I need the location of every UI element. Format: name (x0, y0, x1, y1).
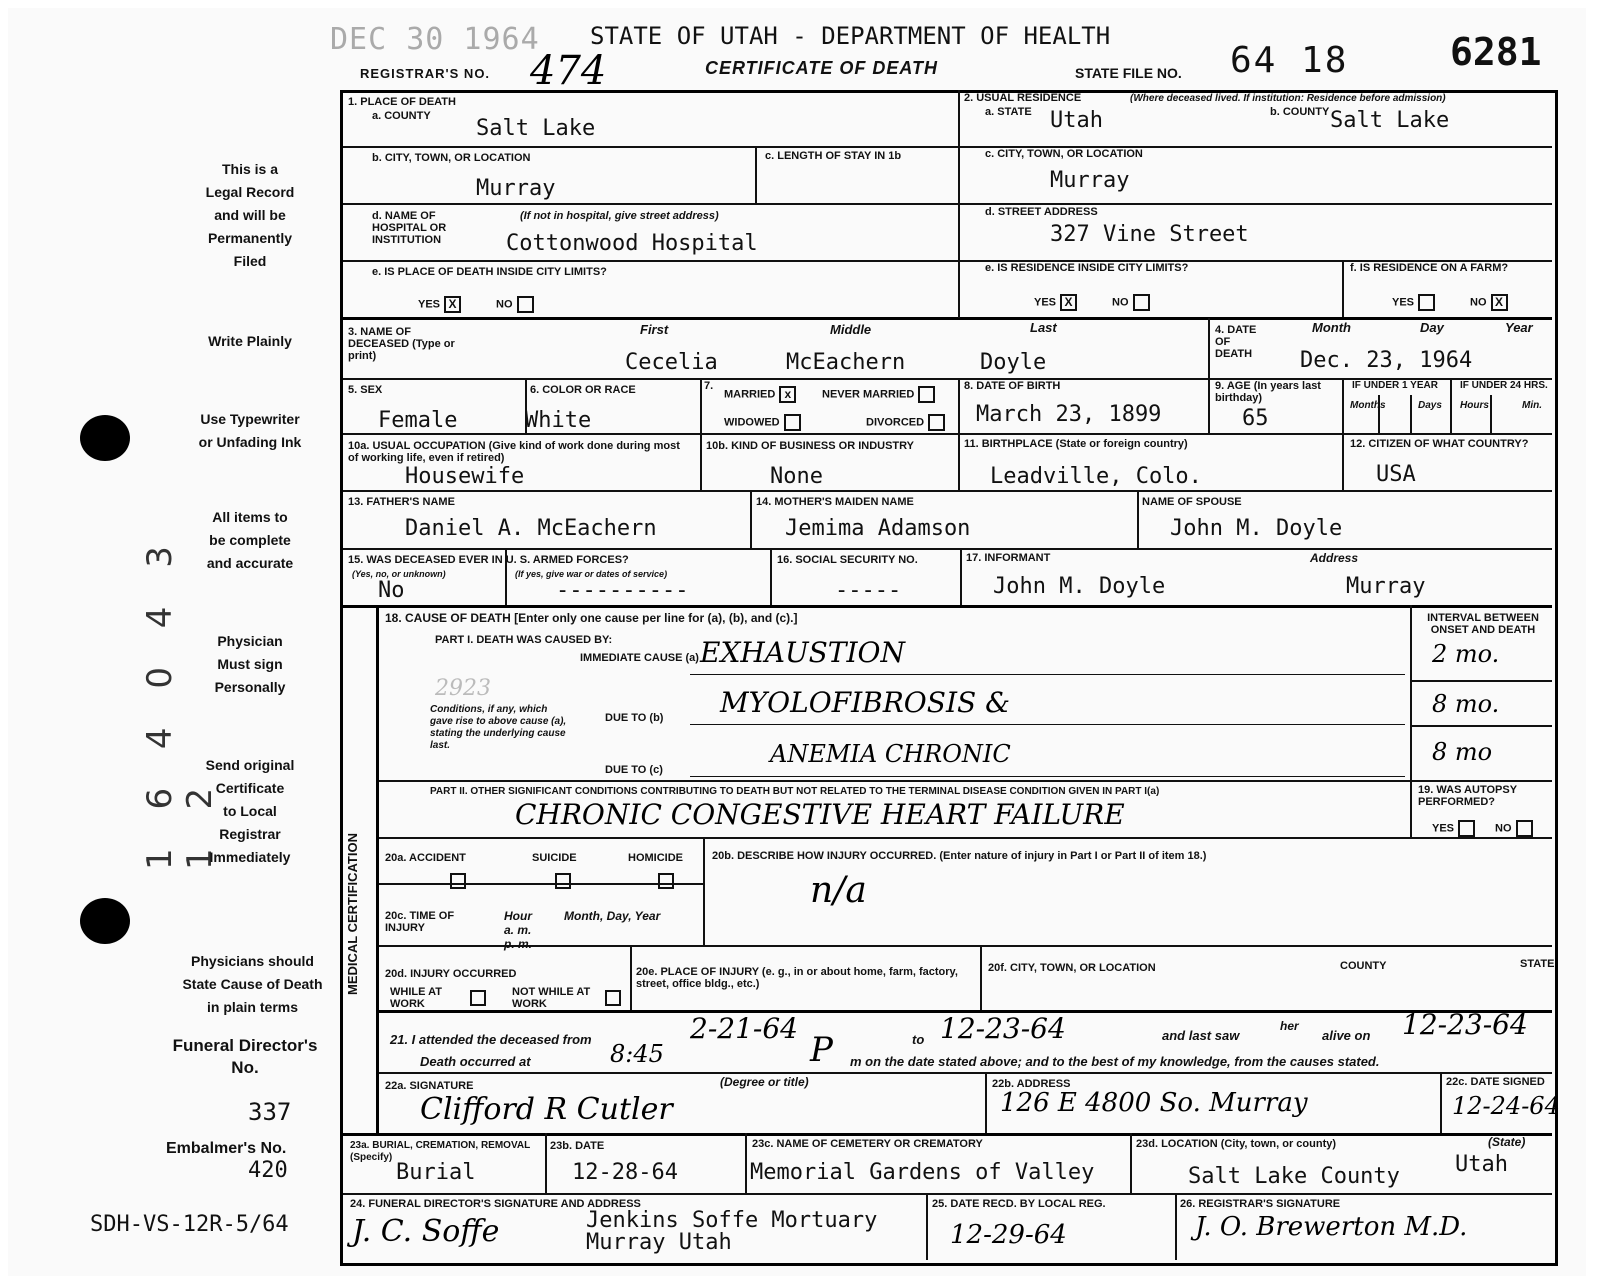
form-code: SDH-VS-12R-5/64 (90, 1212, 289, 1237)
autopsy-yes[interactable]: YES (1432, 820, 1475, 837)
last-name-value: Doyle (980, 350, 1047, 375)
am-pm-value: P (810, 1030, 833, 1070)
part2-value: CHRONIC CONGESTIVE HEART FAILURE (515, 798, 1125, 831)
death-time-value: 8:45 (610, 1040, 664, 1068)
married-option[interactable]: MARRIED x (724, 386, 796, 403)
registrar-number: 474 (530, 48, 607, 94)
cause-b-value: MYOLOFIBROSIS & (720, 686, 1011, 719)
res-inside-label: e. IS RESIDENCE INSIDE CITY LIMITS? (985, 262, 1189, 274)
spouse-value: John M. Doyle (1170, 516, 1343, 541)
month-label: Month (1312, 320, 1351, 335)
physicians-should-note: Physicians should State Cause of Death in plain terms (182, 953, 323, 1015)
ssn-label: 16. SOCIAL SECURITY NO. (777, 554, 918, 566)
city-label: b. CITY, TOWN, OR LOCATION (372, 152, 531, 164)
father-label: 13. FATHER'S NAME (348, 496, 455, 508)
state-file-label: STATE FILE NO. (1075, 65, 1182, 81)
res-city-value: Murray (1050, 168, 1130, 193)
pm-label: p. m. (504, 937, 533, 951)
interval-c-value: 8 mo (1432, 738, 1493, 766)
cause-code: 2923 (435, 676, 491, 701)
hour-label: Hour (504, 909, 532, 923)
signature-label: 22a. SIGNATURE (385, 1080, 474, 1092)
informant-label: 17. INFORMANT (966, 552, 1051, 564)
alive-on-label: alive on (1322, 1028, 1371, 1043)
date-of-death-label: 4. DATE OF DEATH (1215, 324, 1257, 360)
interval-a-value: 2 mo. (1432, 640, 1500, 668)
last-saw-label: and last saw (1162, 1028, 1240, 1043)
not-while-at-work-checkbox[interactable] (605, 990, 621, 1006)
injury-value: n/a (810, 870, 867, 911)
alive-on-value: 12-23-64 (1402, 1008, 1528, 1041)
armed-note-1: (Yes, no, or unknown) (352, 569, 446, 579)
day-label: Day (1420, 320, 1444, 335)
on-date-label: m on the date stated above; and to the best of my knowledge, from the causes stated. (850, 1054, 1380, 1069)
armed-value: No (378, 578, 405, 603)
location-label: 23d. LOCATION (City, town, or county) (1136, 1138, 1337, 1150)
months-label: Months (1350, 400, 1386, 411)
funeral-signature: J. C. Soffe (352, 1214, 500, 1249)
widowed-option[interactable]: WIDOWED (724, 414, 801, 431)
dob-label: 8. DATE OF BIRTH (964, 380, 1061, 392)
usual-residence-label: 2. USUAL RESIDENCE (964, 92, 1082, 104)
sig-address-label: 22b. ADDRESS (992, 1078, 1071, 1090)
not-while-at-work-label: NOT WHILE AT WORK (512, 986, 591, 1010)
cause-a-value: EXHAUSTION (700, 636, 905, 669)
hospital-label: d. NAME OF HOSPITAL OR INSTITUTION (372, 210, 447, 246)
father-value: Daniel A. McEachern (405, 516, 657, 541)
embalmer-number: 420 (248, 1158, 288, 1183)
place-of-death-label: 1. PLACE OF DEATH (348, 96, 456, 108)
certificate-title: CERTIFICATE OF DEATH (705, 58, 938, 78)
file-number: 6281 (1450, 30, 1542, 74)
while-at-work-label: WHILE AT WORK (390, 986, 442, 1010)
mortuary-city-value: Murray Utah (586, 1230, 732, 1255)
punch-hole-top (80, 415, 130, 461)
res-state-value: Utah (1050, 108, 1103, 133)
date-signed-label: 22c. DATE SIGNED (1446, 1076, 1545, 1088)
armed-note-2: (If yes, give war or dates of service) (515, 569, 668, 579)
burial-date-label: 23b. DATE (550, 1140, 605, 1152)
write-plainly-note: Write Plainly (208, 333, 292, 349)
farm-no[interactable]: NO X (1470, 294, 1508, 311)
homicide-label: HOMICIDE (628, 852, 683, 864)
sex-value: Female (378, 408, 458, 433)
citizen-value: USA (1376, 462, 1416, 487)
county-value: Salt Lake (476, 116, 596, 141)
burial-value: Burial (396, 1160, 476, 1185)
suicide-checkbox[interactable] (555, 873, 571, 889)
degree-label: (Degree or title) (720, 1075, 809, 1089)
age-label: 9. AGE (In years last birthday) (1215, 380, 1321, 404)
funeral-sig-label: 24. FUNERAL DIRECTOR'S SIGNATURE AND ADDRESS (350, 1198, 641, 1210)
middle-name-value: McEachern (786, 350, 906, 375)
last-label: Last (1030, 320, 1057, 335)
send-original-note: Send original Certificate to Local Registrar Immediately (205, 757, 295, 865)
spouse-label: NAME OF SPOUSE (1142, 496, 1242, 508)
res-city-label: c. CITY, TOWN, OR LOCATION (985, 148, 1143, 160)
state-label: a. STATE (985, 106, 1032, 118)
armed-service-value: ---------- (556, 578, 689, 603)
date-signed-value: 12-24-64 (1452, 1092, 1560, 1120)
to-label: to (912, 1032, 925, 1047)
complete-note: All items to be complete and accurate (206, 509, 294, 571)
due-to-c-label: DUE TO (c) (605, 764, 663, 776)
location-value: Salt Lake County (1188, 1164, 1400, 1189)
part1-label: PART I. DEATH WAS CAUSED BY: (435, 634, 613, 646)
res-county-label: b. COUNTY (1270, 106, 1330, 118)
mdy-label: Month, Day, Year (564, 909, 661, 923)
injury-city-label: 20f. CITY, TOWN, OR LOCATION (988, 962, 1156, 974)
first-label: First (640, 322, 669, 337)
suicide-label: SUICIDE (532, 852, 577, 864)
farm-yes[interactable]: YES (1392, 294, 1435, 311)
date-recd-label: 25. DATE RECD. BY LOCAL REG. (932, 1198, 1106, 1210)
registrar-signature: J. O. Brewerton M.D. (1195, 1212, 1468, 1242)
ssn-value: ----- (835, 578, 902, 603)
time-of-injury-label: 20c. TIME OF INJURY (385, 910, 455, 934)
embalmer-label: Embalmer's No. (166, 1140, 287, 1157)
funeral-director-label: Funeral Director's No. (172, 1036, 318, 1077)
due-to-b-label: DUE TO (b) (605, 712, 664, 724)
stay-label: c. LENGTH OF STAY IN 1b (765, 150, 902, 162)
divorced-option[interactable]: DIVORCED (866, 414, 945, 431)
medical-certification-label: MEDICAL CERTIFICATION (345, 832, 360, 995)
name-label: 3. NAME OF DECEASED (Type or print) (348, 326, 455, 362)
hours-label: Hours (1460, 400, 1489, 411)
birthplace-label: 11. BIRTHPLACE (State or foreign country) (964, 438, 1188, 450)
injury-county-label: COUNTY (1340, 960, 1387, 972)
armed-forces-label: 15. WAS DECEASED EVER IN U. S. ARMED FORCES? (348, 554, 629, 566)
color-label: 6. COLOR OR RACE (530, 384, 636, 396)
city-value: Murray (476, 176, 556, 201)
informant-value: John M. Doyle (993, 574, 1166, 599)
age-value: 65 (1242, 406, 1269, 431)
interval-b-value: 8 mo. (1432, 690, 1500, 718)
homicide-checkbox[interactable] (658, 873, 674, 889)
burial-label: 23a. BURIAL, CREMATION, REMOVAL (Specify) (350, 1140, 531, 1163)
business-value: None (770, 464, 823, 489)
funeral-director-number: 337 (248, 1098, 292, 1126)
under-24-label: IF UNDER 24 HRS. (1460, 380, 1548, 391)
birthplace-value: Leadville, Colo. (990, 464, 1202, 489)
interval-label: INTERVAL BETWEEN ONSET AND DEATH (1427, 612, 1539, 636)
location-state-label: (State) (1488, 1135, 1526, 1149)
accident-label: 20a. ACCIDENT (385, 852, 466, 864)
inside-city-no[interactable]: NO (496, 296, 534, 313)
autopsy-no[interactable]: NO (1495, 820, 1533, 837)
vertical-number: 1 6 4 0 4 3 1 2 (140, 532, 220, 870)
place-of-injury-label: 20e. PLACE OF INJURY (e. g., in or about home, farm, factory, street, office bldg., etc.) (636, 966, 958, 990)
physician-signature: Clifford R Cutler (420, 1092, 673, 1127)
autopsy-label: 19. WAS AUTOPSY PERFORMED? (1418, 784, 1517, 808)
mother-label: 14. MOTHER'S MAIDEN NAME (756, 496, 914, 508)
never-married-option[interactable]: NEVER MARRIED (822, 386, 935, 403)
street-label: d. STREET ADDRESS (985, 206, 1098, 218)
immediate-cause-label: IMMEDIATE CAUSE (a) (580, 652, 699, 664)
accident-checkbox[interactable] (450, 873, 466, 889)
business-label: 10b. KIND OF BUSINESS OR INDUSTRY (706, 440, 915, 452)
hospital-note: (If not in hospital, give street address) (520, 210, 719, 222)
address-label: Address (1310, 551, 1359, 565)
res-county-value: Salt Lake (1330, 108, 1450, 133)
citizen-label: 12. CITIZEN OF WHAT COUNTRY? (1350, 438, 1529, 450)
inside-city-label: e. IS PLACE OF DEATH INSIDE CITY LIMITS? (372, 266, 607, 278)
injury-state-label: STATE (1520, 958, 1555, 970)
mother-value: Jemima Adamson (785, 516, 971, 541)
farm-label: f. IS RESIDENCE ON A FARM? (1350, 262, 1509, 274)
typewriter-note: Use Typewriter or Unfading Ink (198, 411, 302, 450)
her-label: her (1280, 1019, 1299, 1033)
legal-record-note: This is a Legal Record and will be Permanently Filed (205, 161, 295, 269)
cemetery-value: Memorial Gardens of Valley (750, 1160, 1095, 1185)
location-state-value: Utah (1455, 1152, 1508, 1177)
registrar-sig-label: 26. REGISTRAR'S SIGNATURE (1180, 1198, 1341, 1210)
part2-label: PART II. OTHER SIGNIFICANT CONDITIONS CONTRIBUTING TO DEATH BUT NOT RELATED TO THE TERMINAL DISEASE CONDITION GIVEN IN PART I(a) (430, 786, 1160, 797)
injury-how-label: 20b. DESCRIBE HOW INJURY OCCURRED. (Enter nature of injury in Part I or Part II of item 18.) (712, 850, 1207, 862)
attended-from-value: 2-21-64 (690, 1012, 798, 1045)
under-1-label: IF UNDER 1 YEAR (1352, 380, 1438, 391)
occupation-label: 10a. USUAL OCCUPATION (Give kind of work done during most of working life, even if retired) (348, 440, 680, 464)
middle-label: Middle (830, 322, 872, 337)
res-inside-no[interactable]: NO (1112, 294, 1150, 311)
county-label: a. COUNTY (372, 110, 431, 122)
inside-city-yes[interactable]: YES X (418, 296, 461, 313)
usual-residence-note: (Where deceased lived. If institution: Residence before admission) (1130, 93, 1446, 104)
year-label: Year (1505, 320, 1533, 335)
cemetery-label: 23c. NAME OF CEMETERY OR CREMATORY (752, 1138, 983, 1150)
cause-c-value: ANEMIA CHRONIC (770, 740, 1011, 768)
hospital-value: Cottonwood Hospital (506, 231, 758, 256)
res-inside-yes[interactable]: YES X (1034, 294, 1077, 311)
date-recd-value: 12-29-64 (950, 1220, 1067, 1250)
physician-note: Physician Must sign Personally (214, 633, 286, 695)
punch-hole-bottom (80, 898, 130, 944)
informant-address-value: Murray (1346, 574, 1426, 599)
attended-label: 21. I attended the deceased from (390, 1032, 592, 1047)
dob-value: March 23, 1899 (976, 402, 1162, 427)
state-title: STATE OF UTAH - DEPARTMENT OF HEALTH (590, 22, 1111, 50)
burial-date-value: 12-28-64 (572, 1160, 678, 1185)
received-stamp: DEC 30 1964 (330, 22, 540, 57)
death-occurred-label: Death occurred at (420, 1054, 531, 1069)
medical-certification-band (342, 620, 376, 1120)
first-name-value: Cecelia (625, 350, 718, 375)
attended-to-value: 12-23-64 (940, 1012, 1066, 1045)
sex-label: 5. SEX (348, 384, 383, 396)
death-date-value: Dec. 23, 1964 (1300, 348, 1473, 373)
registrar-label: REGISTRAR'S NO. (360, 66, 491, 81)
state-file-number: 64 18 (1230, 40, 1349, 81)
sig-address-value: 126 E 4800 So. Murray (1000, 1088, 1308, 1118)
cause-of-death-label: 18. CAUSE OF DEATH [Enter only one cause per line for (a), (b), and (c).] (385, 611, 798, 625)
injury-occurred-label: 20d. INJURY OCCURRED (385, 968, 517, 980)
mortuary-value: Jenkins Soffe Mortuary (586, 1208, 878, 1233)
street-value: 327 Vine Street (1050, 222, 1249, 247)
occupation-value: Housewife (405, 464, 525, 489)
race-value: White (525, 408, 592, 433)
days-label: Days (1418, 400, 1442, 411)
conditions-note: Conditions, if any, which gave rise to above cause (a), stating the underlying cause last. (430, 704, 567, 751)
while-at-work-checkbox[interactable] (470, 990, 486, 1006)
am-label: a. m. (504, 923, 532, 937)
min-label: Min. (1522, 400, 1542, 411)
